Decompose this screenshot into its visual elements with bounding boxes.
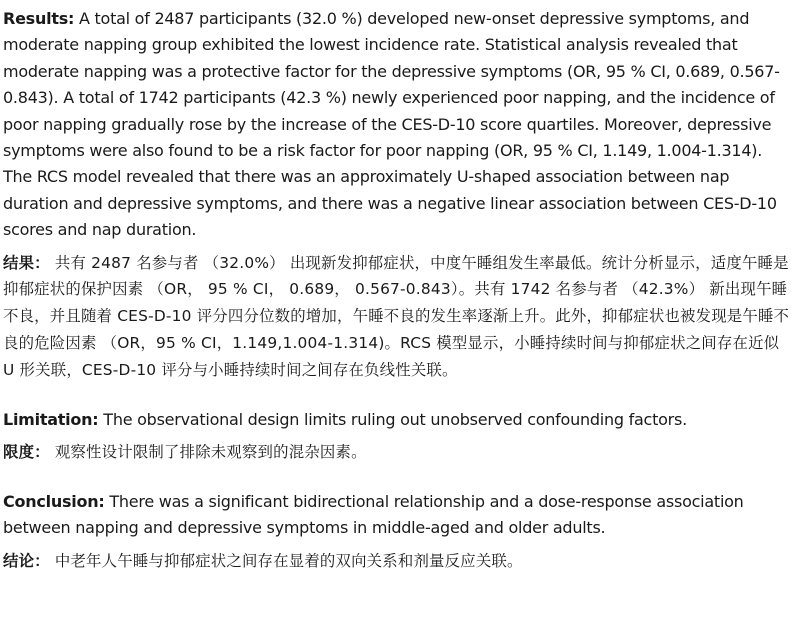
conclusion-text-en: There was a significant bidirectional relationship and a dose-response association between napping and depressive symptoms in middle-aged and older adults.	[3, 491, 744, 538]
conclusion-label-en: Conclusion:	[3, 491, 105, 511]
results-text-zh: 共有 2487 名参与者 （32.0%） 出现新发抑郁症状，中度午睡组发生率最低。统计分析显示，适度午睡是抑郁症状的保护因素 （OR， 95 % CI， 0.689， 0.567-0.843）。共有 1742 名参与者 （42.3%） 新出现午睡不良，并且随着 CES-D-10 评分四分位数的增加，午睡不良的发生率逐渐上升。此外，抑郁症状也被发现是午睡不良的危险因素 （OR，95 % CI，1.149,1.004-1.314)。RCS 模型显示，小睡持续时间与抑郁症状之间存在近似 U 形关联，CES-D-10 评分与小睡持续时间之间存在负线性关联。	[3, 253, 790, 379]
limitation-text-en: The observational design limits ruling out unobserved confounding factors.	[98, 409, 687, 429]
results-label-en: Results:	[3, 9, 75, 28]
limitation-label-en: Limitation:	[3, 409, 99, 429]
results-label-zh: 结果：	[3, 253, 50, 272]
conclusion-label-zh: 结论：	[3, 551, 50, 570]
limitation-paragraph-zh	[3, 439, 794, 466]
conclusion-paragraph-zh	[3, 548, 794, 575]
conclusion-text-zh: 中老年人午睡与抑郁症状之间存在显着的双向关系和剂量反应关联。	[49, 551, 523, 570]
results-paragraph-en	[3, 6, 794, 244]
limitation-paragraph-en	[3, 407, 794, 433]
results-paragraph-zh	[3, 250, 794, 384]
limitation-label-zh: 限度：	[3, 443, 50, 462]
conclusion-paragraph-en	[3, 489, 794, 542]
limitation-text-zh: 观察性设计限制了排除未观察到的混杂因素。	[49, 443, 367, 462]
results-text-en: A total of 2487 participants (32.0 %) developed new-onset depressive symptoms, and moderate napping group exhibited the lowest incidence rate. Statistical analysis revealed that moderate napping was a protective factor for the depressive symptoms (OR, 95 % CI, 0.689, 0.567-0.843). A total of 1742 participants (42.3 %) newly experienced poor napping, and the incidence of poor napping gradually rose by the increase of the CES-D-10 score quartiles. Moreover, depressive symptoms were also found to be a risk factor for poor napping (OR, 95 % CI, 1.149, 1.004-1.314). The RCS model revealed that there was an approximately U-shaped association between nap duration and depressive symptoms, and there was a negative linear association between CES-D-10 scores and nap duration.	[3, 9, 780, 240]
